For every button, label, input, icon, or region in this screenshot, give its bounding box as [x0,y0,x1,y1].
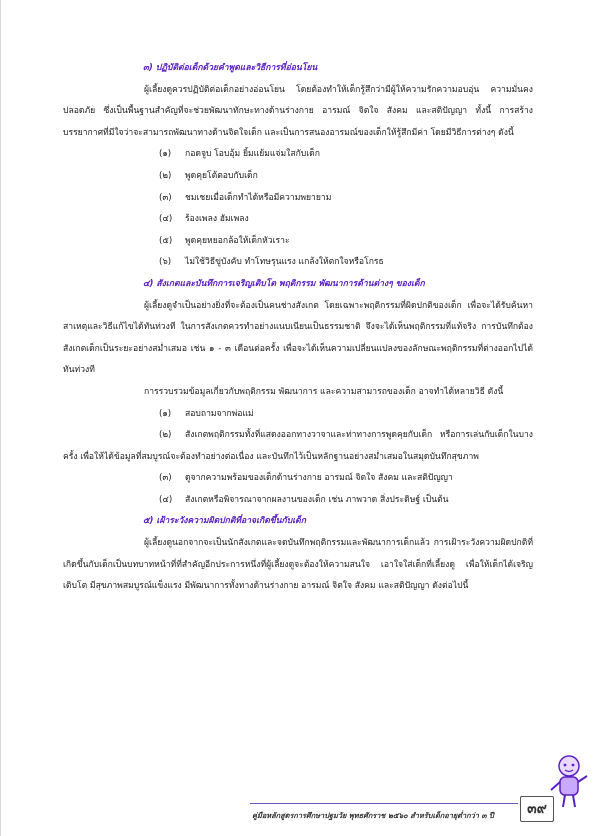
list-item-number: (๒) [159,430,172,441]
list-item [63,425,533,468]
list-item-number: (๓) [159,192,172,203]
list-item [63,468,533,490]
footer-divider [250,803,518,804]
footer-title: คู่มือหลักสูตรการศึกษาปฐมวัย พุทธศักราช ๒๕๖๐ สำหรับเด็กอายุต่ำกว่า ๓ ปี [252,811,494,820]
list-item-text: ไม่ใช้วิธีขู่บังคับ ทำโทษรุนแรง แกล้งให้ตกใจหรือโกรธ [185,257,384,268]
list-item-number: (๒) [159,170,172,181]
list-item-text: กอดจูบ โอบอุ้ม ยิ้มแย้มแจ่มใสกับเด็ก [185,149,320,160]
section-3-heading: ๓) ปฏิบัติต่อเด็กด้วยคำพูดและวิธีการที่อ่อนโยน [143,63,318,73]
list-item [63,209,533,231]
list-item-text: ร้องเพลง ฮัมเพลง [185,214,249,225]
list-item-text: ชมเชยเมื่อเด็กทำได้หรือมีความพยายาม [185,192,332,203]
list-item-text: พูดคุยโต้ตอบกับเด็ก [185,170,258,181]
section-4-heading: ๔) สังเกตและบันทึกการเจริญเติบโต พฤติกรรม พัฒนาการด้านต่างๆ ของเด็ก [143,278,425,289]
list-item-number: (๕) [159,235,173,246]
section-5-heading: ๕) เฝ้าระวังความผิดปกติที่อาจเกิดขึ้นกับเด็ก [143,516,306,527]
list-item-text: ดูจากความพร้อมของเด็กด้านร่างกาย อารมณ์ จิตใจ สังคม และสติปัญญา [185,473,453,484]
list-item-number: (๔) [159,494,173,505]
section-4-paragraph-1: ผู้เลี้ยงดูจำเป็นอย่างยิ่งที่จะต้องเป็นคนช่างสังเกต โดยเฉพาะพฤติกรรมที่ผิดปกติของเด็ก เพื่อจะได้รับค้นหาสาเหตุและวิธีแก้ไขได้ทันท่วงที ในการสังเกตควรทำอย่างแนบเนียนเป็นธรรมชาติ จึงจะได้เห็นพฤติกรรมที่แท้จริง การบันทึกต้องสังเกตเด็กเป็นระยะอย่างสม่ำเสมอ เช่น ๑ - ๓ เดือนต่อครั้ง เพื่อจะได้เห็นความเปลี่ยนแปลงของลักษณะพฤติกรรมที่ต่างออกไปได้ทันท่วงที [63,300,533,376]
list-item-number: (๔) [159,214,173,225]
section-4-paragraph-2: การรวบรวมข้อมูลเกี่ยวกับพฤติกรรม พัฒนาการ และความสามารถของเด็ก อาจทำได้หลายวิธี ดังนี้ [144,386,504,397]
list-item-number: (๑) [159,408,172,419]
list-item-text: สังเกตหรือพิจารณาจากผลงานของเด็ก เช่น ภาพวาด สิ่งประดิษฐ์ เป็นต้น [185,494,449,505]
list-item [63,144,533,166]
list-item-text: สังเกตพฤติกรรมทั้งที่แสดงออกทางวาจาและท่าทางการพูดคุยกับเด็ก หรือการเล่นกับเด็กในบางครั้ง เพื่อให้ได้ข้อมูลที่สมบูรณ์จะต้องทำอย่างต่อเนื่อง และบันทึกไว้เป็นหลักฐานอย่างสม่ำเสมอในสมุดบันทึกสุขภาพ [63,430,533,462]
list-item [63,188,533,210]
section-5-paragraph: ผู้เลี้ยงดูนอกจากจะเป็นนักสังเกตและจดบันทึกพฤติกรรมและพัฒนาการเด็กแล้ว การเฝ้าระวังความผิดปกติที่เกิดขึ้นกับเด็กเป็นบทบาทหน้าที่ที่สำคัญอีกประการหนึ่งที่ผู้เลี้ยงดูจะต้องให้ความสนใจ เอาใจใส่เด็กที่เลี้ยงดู เพื่อให้เด็กได้เจริญเติบโต มีสุขภาพสมบูรณ์แข็งแรง มีพัฒนาการทั้งทางด้านร่างกาย อารมณ์ จิตใจ สังคม และสติปัญญา ดังต่อไปนี้ [63,538,533,592]
list-item-number: (๓) [159,473,172,484]
list-item-text: สอบถามจากพ่อแม่ [185,408,254,419]
document-body [63,58,533,598]
list-item-number: (๑) [159,149,172,160]
list-item [63,166,533,188]
page-number: ๓๙ [520,796,554,822]
list-item [63,231,533,253]
list-item [63,490,533,512]
list-item [63,404,533,426]
list-item-text: พูดคุยหยอกล้อให้เด็กหัวเราะ [185,235,290,246]
list-item [63,252,533,274]
list-item-number: (๖) [159,257,172,268]
section-3-paragraph: ผู้เลี้ยงดูควรปฏิบัติต่อเด็กอย่างอ่อนโยน โดยต้องทำให้เด็กรู้สึกว่ามีผู้ให้ความรักความอบอุ่น ความมั่นคงปลอดภัย ซึ่งเป็นพื้นฐานสำคัญที่จะช่วยพัฒนาทักษะทางด้านร่างกาย อารมณ์ จิตใจ สังคม และสติปัญญา ทั้งนี้ การสร้างบรรยากาศที่มีใจว่าจะสามารถพัฒนาทางด้านจิตใจเด็ก และเป็นการสนองอารมณ์ของเด็กให้รู้สึกมีค่า โดยมีวิธีการต่างๆ ดังนี้ [63,84,533,138]
